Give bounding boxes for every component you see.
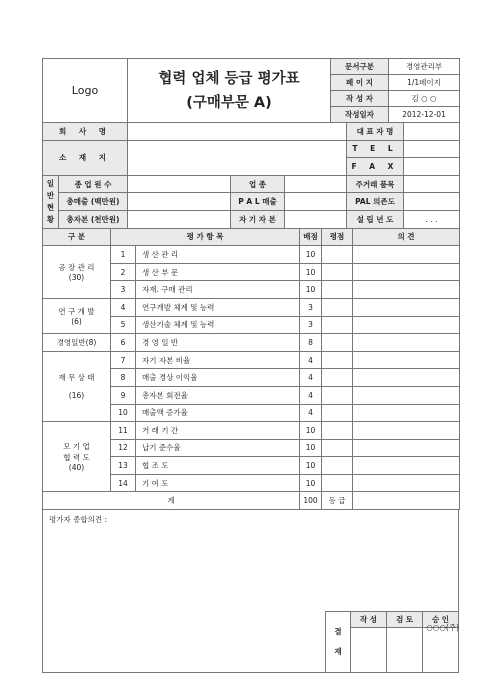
- item-rating[interactable]: [322, 246, 353, 264]
- grade-field[interactable]: [353, 492, 460, 510]
- item-label: 자기 자본 비율: [136, 351, 300, 369]
- item-label: 생 산 부 문: [136, 263, 300, 281]
- company-name-field[interactable]: [128, 123, 347, 141]
- ceo-label: 대 표 자 명: [347, 123, 404, 141]
- pal-dependency-field[interactable]: [404, 193, 460, 211]
- item-number: 14: [111, 474, 136, 492]
- item-number: 2: [111, 263, 136, 281]
- item-rating[interactable]: [322, 386, 353, 404]
- item-opinion[interactable]: [353, 457, 460, 475]
- item-opinion[interactable]: [353, 298, 460, 316]
- approval-sign-review[interactable]: [387, 628, 423, 673]
- approval-sign-author[interactable]: [351, 628, 387, 673]
- item-number: 3: [111, 281, 136, 299]
- item-opinion[interactable]: [353, 246, 460, 264]
- main-customer-label: 주거래 품목: [347, 175, 404, 193]
- ceo-field[interactable]: [404, 123, 460, 141]
- total-score: 100: [300, 492, 322, 510]
- item-number: 13: [111, 457, 136, 475]
- employees-label: 종 업 원 수: [59, 175, 128, 193]
- item-label: 경 영 일 반: [136, 334, 300, 352]
- meta-label: 작성일자: [331, 107, 389, 123]
- item-score: 10: [300, 474, 322, 492]
- group-rnd: 연 구 개 발 (6): [43, 298, 111, 333]
- item-score: 10: [300, 439, 322, 457]
- item-number: 4: [111, 298, 136, 316]
- score-header: 배점: [300, 228, 322, 246]
- fax-label: F A X: [347, 158, 404, 176]
- item-opinion[interactable]: [353, 316, 460, 334]
- item-number: 10: [111, 404, 136, 422]
- overall-comment-label: 평가자 종합의견 :: [49, 515, 108, 525]
- item-opinion[interactable]: [353, 386, 460, 404]
- opinion-header: 의 견: [353, 228, 460, 246]
- pal-sales-label: P A L 매출: [231, 193, 285, 211]
- item-label: 매출액 증가율: [136, 404, 300, 422]
- header-table: [42, 58, 460, 123]
- item-label: 매출 경상 이익율: [136, 369, 300, 387]
- fax-field[interactable]: [404, 158, 460, 176]
- item-score: 10: [300, 263, 322, 281]
- item-score: 4: [300, 404, 322, 422]
- pal-sales-field[interactable]: [285, 193, 347, 211]
- group-factory: 공 장 관 리 (30): [43, 246, 111, 299]
- group-partnership: 모 기 업 협 력 도 (40): [43, 422, 111, 492]
- comment-table: [42, 509, 459, 673]
- item-opinion[interactable]: [353, 263, 460, 281]
- item-rating[interactable]: [322, 281, 353, 299]
- item-score: 3: [300, 316, 322, 334]
- item-score: 10: [300, 457, 322, 475]
- item-score: 4: [300, 369, 322, 387]
- item-rating[interactable]: [322, 316, 353, 334]
- item-number: 5: [111, 316, 136, 334]
- sales-label: 총매출 (백만원): [59, 193, 128, 211]
- pal-dependency-label: PAL 의존도: [347, 193, 404, 211]
- logo: Logo: [43, 59, 128, 123]
- category-header: 구 분: [43, 228, 111, 246]
- capital-field[interactable]: [128, 210, 231, 228]
- item-opinion[interactable]: [353, 281, 460, 299]
- item-rating[interactable]: [322, 298, 353, 316]
- item-label: 협 조 도: [136, 457, 300, 475]
- approval-sign-approve[interactable]: [423, 628, 459, 673]
- item-label: 총자본 회전율: [136, 386, 300, 404]
- total-label: 계: [43, 492, 300, 510]
- item-number: 12: [111, 439, 136, 457]
- item-label: 기 여 도: [136, 474, 300, 492]
- item-label: 자재. 구매 관리: [136, 281, 300, 299]
- item-label: 납기 준수율: [136, 439, 300, 457]
- rating-header: 평점: [322, 228, 353, 246]
- meta-label: 작 성 자: [331, 91, 389, 107]
- item-rating[interactable]: [322, 369, 353, 387]
- main-customer-field[interactable]: [404, 175, 460, 193]
- item-score: 4: [300, 386, 322, 404]
- approval-col-author: 작 성: [351, 612, 387, 628]
- item-opinion[interactable]: [353, 334, 460, 352]
- item-rating[interactable]: [322, 439, 353, 457]
- meta-value: 2012-12-01: [389, 107, 460, 123]
- industry-field[interactable]: [285, 175, 347, 193]
- item-score: 8: [300, 334, 322, 352]
- item-opinion[interactable]: [353, 369, 460, 387]
- meta-label: 페 이 지: [331, 75, 389, 91]
- approval-col-approve: 승 인: [423, 612, 459, 628]
- item-rating[interactable]: [322, 474, 353, 492]
- item-label: 연구개발 체계 및 능력: [136, 298, 300, 316]
- meta-value: 경영관리부: [389, 59, 460, 75]
- item-rating[interactable]: [322, 334, 353, 352]
- address-label: 소 재 지: [43, 140, 128, 175]
- item-rating[interactable]: [322, 351, 353, 369]
- item-number: 1: [111, 246, 136, 264]
- approval-table: [325, 611, 459, 673]
- item-opinion[interactable]: [353, 439, 460, 457]
- address-field[interactable]: [128, 140, 347, 175]
- overall-comment-area[interactable]: [43, 510, 459, 673]
- tel-label: T E L: [347, 140, 404, 158]
- item-number: 7: [111, 351, 136, 369]
- item-opinion[interactable]: [353, 404, 460, 422]
- group-finance: 재 무 상 태 (16): [43, 351, 111, 421]
- equity-field[interactable]: [285, 210, 347, 228]
- item-number: 6: [111, 334, 136, 352]
- item-opinion[interactable]: [353, 422, 460, 440]
- group-management: 경영일반(8): [43, 334, 111, 352]
- item-rating[interactable]: [322, 457, 353, 475]
- item-rating[interactable]: [322, 422, 353, 440]
- capital-label: 총자본 (천만원): [59, 210, 128, 228]
- approval-col-review: 검 토: [387, 612, 423, 628]
- general-status-label: 일반현황: [43, 175, 59, 228]
- company-footer: ○○○(주): [426, 623, 459, 632]
- item-score: 10: [300, 422, 322, 440]
- tel-field[interactable]: [404, 140, 460, 158]
- sales-field[interactable]: [128, 193, 231, 211]
- items-header: 평 가 항 목: [111, 228, 300, 246]
- item-opinion[interactable]: [353, 474, 460, 492]
- item-label: 생 산 관 리: [136, 246, 300, 264]
- form-title: [128, 59, 331, 123]
- evaluation-form: [42, 58, 459, 673]
- meta-label: 문서구분: [331, 59, 389, 75]
- item-number: 8: [111, 369, 136, 387]
- industry-label: 업 종: [231, 175, 285, 193]
- company-name-label: 회 사 명: [43, 123, 128, 141]
- item-opinion[interactable]: [353, 351, 460, 369]
- founded-field[interactable]: . . .: [404, 210, 460, 228]
- title-line-1: 협력 업체 등급 평가표: [158, 70, 300, 87]
- title-line-2: (구매부문 A): [186, 94, 272, 111]
- item-score: 10: [300, 281, 322, 299]
- item-label: 거 래 기 간: [136, 422, 300, 440]
- equity-label: 자 기 자 본: [231, 210, 285, 228]
- item-score: 3: [300, 298, 322, 316]
- item-score: 10: [300, 246, 322, 264]
- item-label: 생산기술 체계 및 능력: [136, 316, 300, 334]
- item-rating[interactable]: [322, 404, 353, 422]
- company-info-table: [42, 122, 460, 229]
- approval-label: 결재: [326, 612, 351, 673]
- grade-label: 등 급: [322, 492, 353, 510]
- item-rating[interactable]: [322, 263, 353, 281]
- employees-field[interactable]: [128, 175, 231, 193]
- meta-value: 김 ○ ○: [389, 91, 460, 107]
- item-number: 11: [111, 422, 136, 440]
- item-score: 4: [300, 351, 322, 369]
- evaluation-table: [42, 228, 460, 511]
- founded-label: 설 립 년 도: [347, 210, 404, 228]
- item-number: 9: [111, 386, 136, 404]
- meta-value: 1/1페이지: [389, 75, 460, 91]
